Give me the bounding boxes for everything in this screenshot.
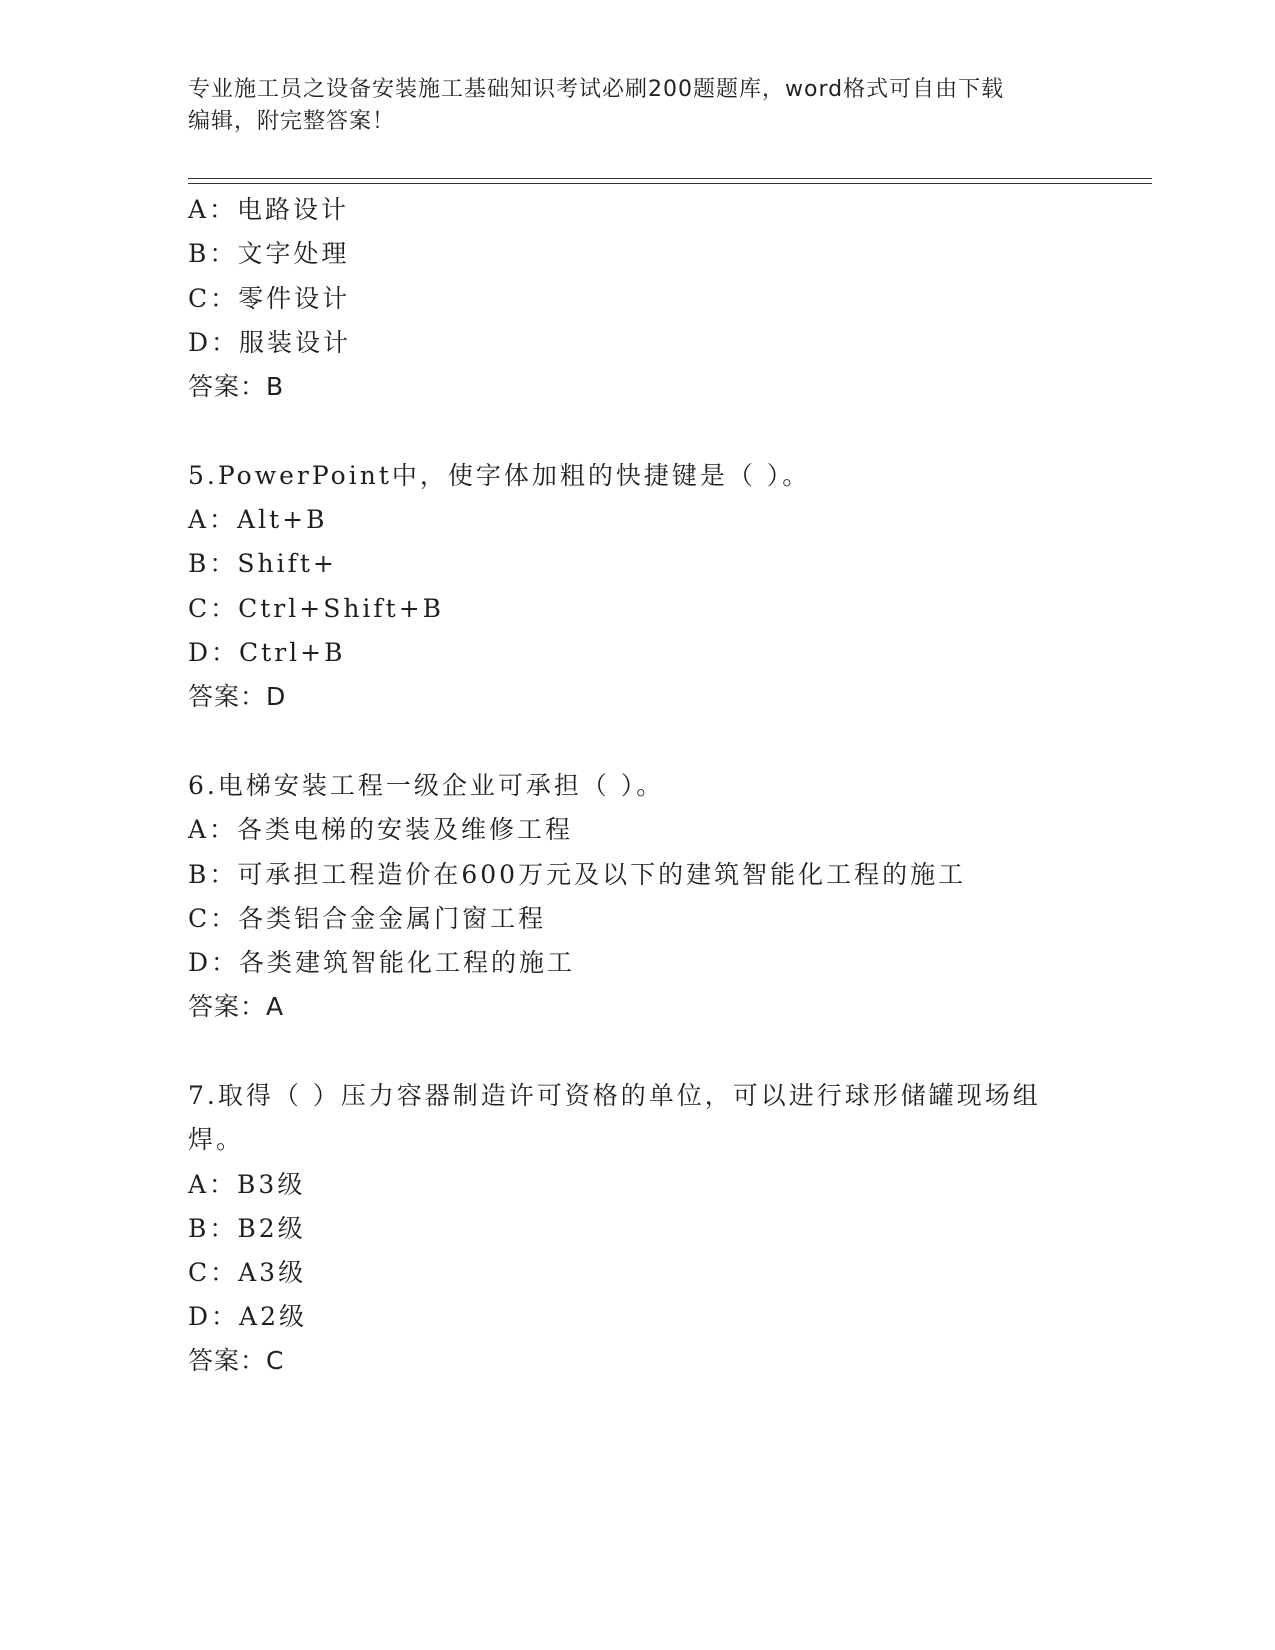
q6-answer: 答案：A	[188, 992, 285, 1021]
q6-question: 6.电梯安装工程一级企业可承担（ ）。	[188, 771, 665, 800]
q7-question-line-2: 焊。	[188, 1125, 245, 1154]
header-divider-bottom	[188, 183, 1152, 184]
q5-option-b: B：Shift+	[188, 549, 337, 578]
q6-option-a: A：各类电梯的安装及维修工程	[188, 815, 574, 844]
q6-option-b: B：可承担工程造价在600万元及以下的建筑智能化工程的施工	[188, 860, 967, 889]
q5-option-c: C：Ctrl+Shift+B	[188, 594, 445, 623]
q4-answer: 答案：B	[188, 372, 285, 401]
q4-option-d: D：服装设计	[188, 328, 352, 357]
document-header	[188, 74, 1068, 138]
q5-option-a: A：Alt+B	[188, 505, 328, 534]
q5-answer: 答案：D	[188, 682, 287, 711]
q7-option-b: B：B2级	[188, 1214, 306, 1243]
q7-option-a: A：B3级	[188, 1170, 306, 1199]
header-line-2: 编辑，附完整答案！	[188, 109, 396, 134]
q7-option-d: D：A2级	[188, 1302, 308, 1331]
q4-option-b: B：文字处理	[188, 239, 350, 268]
q7-question-line-1: 7.取得（ ）压力容器制造许可资格的单位，可以进行球形储罐现场组	[188, 1081, 1041, 1110]
q7-answer: 答案：C	[188, 1346, 285, 1375]
q6-option-c: C：各类铝合金金属门窗工程	[188, 904, 547, 933]
header-divider-top	[188, 178, 1152, 179]
header-line-1: 专业施工员之设备安装施工基础知识考试必刷200题题库，word格式可自由下载	[188, 77, 1005, 102]
q4-option-c: C：零件设计	[188, 284, 351, 313]
q4-option-a: A：电路设计	[188, 195, 350, 224]
q6-option-d: D：各类建筑智能化工程的施工	[188, 948, 576, 977]
q5-option-d: D：Ctrl+B	[188, 638, 346, 667]
q7-option-c: C：A3级	[188, 1258, 307, 1287]
q5-question: 5.PowerPoint中，使字体加粗的快捷键是（ ）。	[188, 461, 811, 490]
